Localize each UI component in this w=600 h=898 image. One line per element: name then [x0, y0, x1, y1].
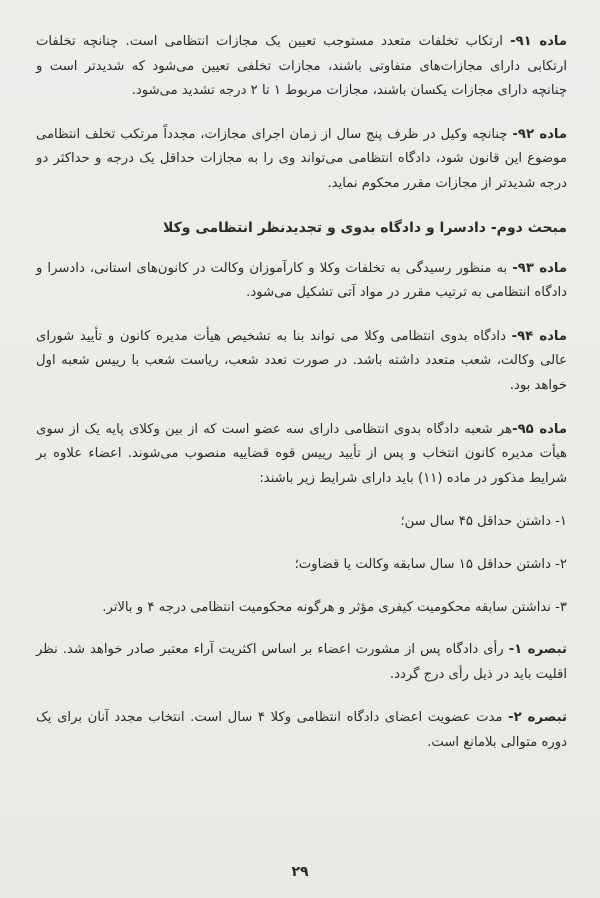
- article-text: چنانچه وکیل در ظرف پنج سال از زمان اجرای مجازات، مجدداً مرتکب تخلف انتظامی موضوع این قانون شود، دادگاه انتظامی می‌تواند وی را به مجازات حداقل یک درجه و حداکثر دو درجه شدیدتر از مجازات مقرر محکوم نماید.: [36, 126, 567, 191]
- article-title: ماده ۹۲-: [512, 126, 567, 142]
- note-text: مدت عضویت اعضای دادگاه انتظامی وکلا ۴ سال است. انتخاب مجدد آنان برای یک دوره متوالی بلامانع است.: [36, 710, 567, 750]
- page-number: ۲۹: [291, 864, 309, 880]
- article-94: [36, 325, 567, 399]
- article-title: ماده ۹۴-: [511, 328, 567, 344]
- article-title: ماده ۹۵-: [512, 421, 567, 437]
- article-95: [36, 418, 567, 492]
- condition-item-3: ۳- نداشتن سابقه محکومیت کیفری مؤثر و هرگونه محکومیت انتظامی درجه ۴ و بالاتر.: [102, 599, 567, 615]
- article-text: هر شعبه دادگاه بدوی انتظامی دارای سه عضو است که از بین وکلای پایه یک از سوی هیأت مدیره کانون انتخاب و پس از تأیید رییس قوه قضاییه منصوب می‌شوند. اعضاء علاوه بر شرایط مذکور در ماده (۱۱) باید دارای شرایط زیر باشند:: [36, 421, 567, 486]
- condition-item-1: ۱- داشتن حداقل ۴۵ سال سن؛: [400, 514, 567, 530]
- article-title: ماده ۹۳-: [512, 260, 567, 276]
- note-1: [36, 638, 567, 687]
- article-93: [36, 257, 567, 306]
- note-text: رأی دادگاه پس از مشورت اعضاء بر اساس اکثریت آراء معتبر صادر خواهد شد. نظر اقلیت باید در ذیل رأی درج گردد.: [36, 642, 567, 682]
- note-2: [36, 706, 567, 755]
- condition-item-2: ۲- داشتن حداقل ۱۵ سال سابقه وکالت یا قضاوت؛: [294, 556, 567, 572]
- note-title: تبصره ۲-: [508, 710, 567, 726]
- article-91: [36, 30, 567, 104]
- article-92: [36, 123, 567, 197]
- article-text: ارتکاب تخلفات متعدد مستوجب تعیین یک مجازات انتظامی است. چنانچه تخلفات ارتکابی دارای مجازات‌های متفاوتی باشند، مجازات تخلفی تعیین می‌شود که شدیدتر است و چنانچه دارای مجازات یکسان باشند، مجازات مربوط ۱ تا ۲ درجه تشدید می‌شود.: [36, 34, 567, 99]
- article-text: دادگاه بدوی انتظامی وکلا می تواند بنا به تشخیص هیأت مدیره کانون و تأیید شورای عالی وکالت، شعب متعدد داشته باشد. در صورت تعدد شعب، ریاست شعب با رییس شعبه اول خواهد بود.: [36, 328, 567, 393]
- article-text: به منظور رسیدگی به تخلفات وکلا و کارآموزان وکالت در کانون‌های استانی، دادسرا و دادگاه انتظامی به ترتیب مقرر در مواد آتی تشکیل می‌شود.: [36, 260, 567, 301]
- note-title: تبصره ۱-: [508, 642, 567, 658]
- page-body: [36, 30, 567, 774]
- section-heading: مبحث دوم- دادسرا و دادگاه بدوی و تجدیدنظر انتظامی وکلا: [162, 219, 567, 236]
- article-title: ماده ۹۱-: [510, 34, 567, 49]
